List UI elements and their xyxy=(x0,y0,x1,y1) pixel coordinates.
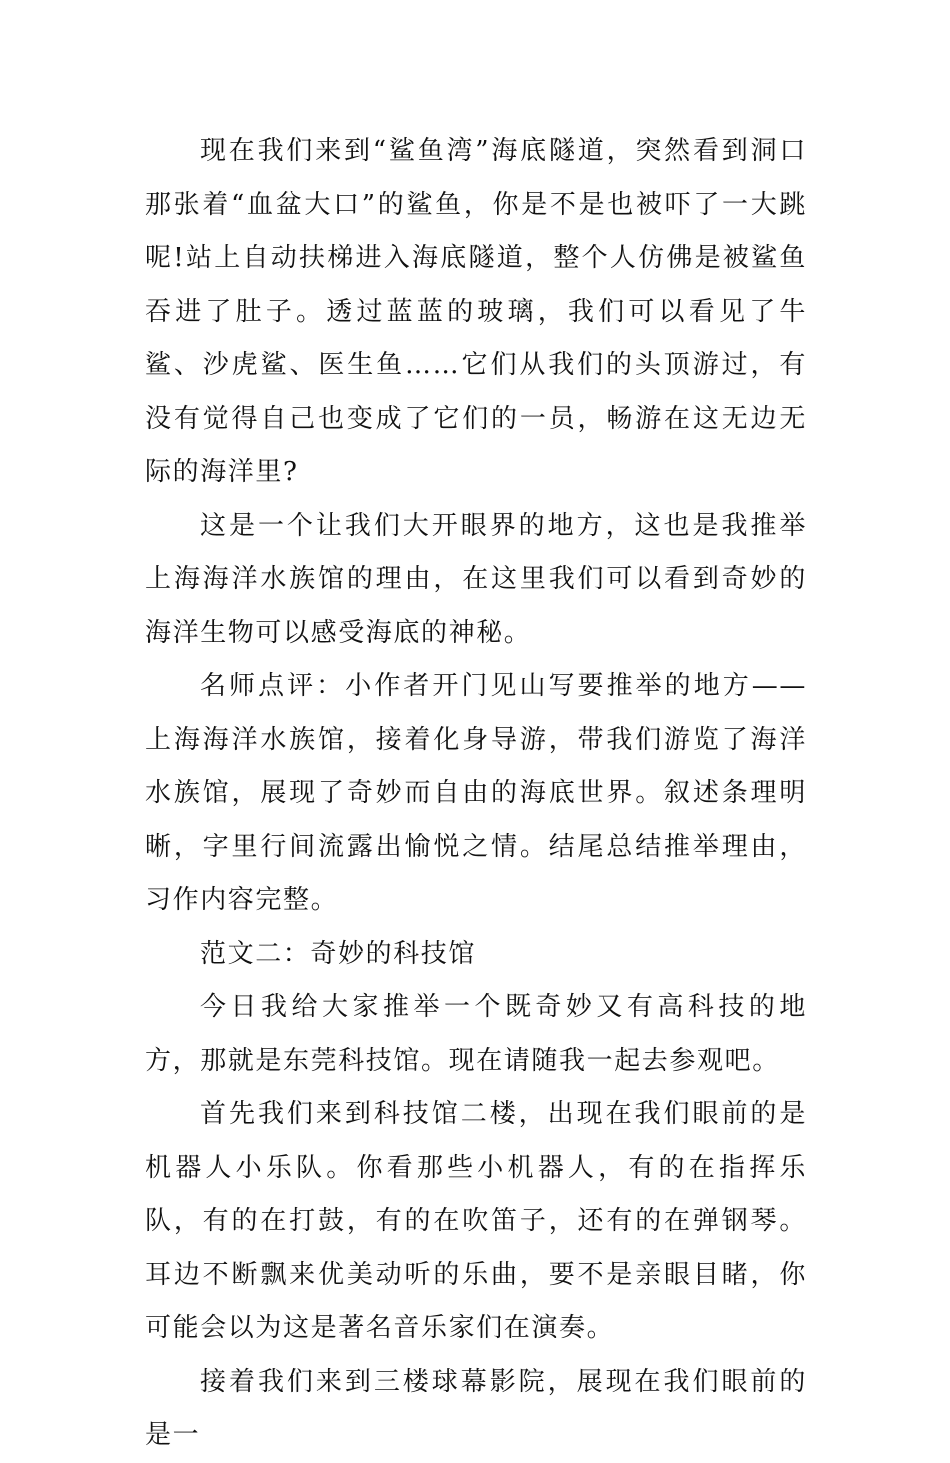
paragraph-intro-science-museum: 今日我给大家推举一个既奇妙又有高科技的地方，那就是东莞科技馆。现在请随我一起去参观吧。 xyxy=(145,992,807,1076)
paragraph-recommend-reason: 这是一个让我们大开眼界的地方，这也是我推举上海海洋水族馆的理由，在这里我们可以看到奇妙的海洋生物可以感受海底的神秘。 xyxy=(145,510,807,648)
paragraph-teacher-comment: 名师点评：小作者开门见山写要推举的地方——上海海洋水族馆，接着化身导游，带我们游览了海洋水族馆，展现了奇妙而自由的海底世界。叙述条理明晰，字里行间流露出愉悦之情。结尾总结推举理由，习作内容完整。 xyxy=(145,671,807,915)
paragraph-dome-theater: 接着我们来到三楼球幕影院，展现在我们眼前的是一 xyxy=(145,1366,807,1450)
paragraph-robot-band: 首先我们来到科技馆二楼，出现在我们眼前的是机器人小乐队。你看那些小机器人，有的在指挥乐队，有的在打鼓，有的在吹笛子，还有的在弹钢琴。耳边不断飘来优美动听的乐曲，要不是亲眼目睹，你可能会以为这是著名音乐家们在演奏。 xyxy=(145,1099,807,1343)
section-heading-sample-two: 范文二：奇妙的科技馆 xyxy=(200,938,477,969)
paragraph-shark-tunnel: 现在我们来到“鲨鱼湾”海底隧道，突然看到洞口那张着“血盆大口”的鲨鱼，你是不是也被吓了一大跳呢!站上自动扶梯进入海底隧道，整个人仿佛是被鲨鱼吞进了肚子。透过蓝蓝的玻璃，我们可以看见了牛鲨、沙虎鲨、医生鱼……它们从我们的头顶游过，有没有觉得自己也变成了它们的一员，畅游在这无边无际的海洋里? xyxy=(145,136,807,487)
document-body xyxy=(145,125,807,1463)
